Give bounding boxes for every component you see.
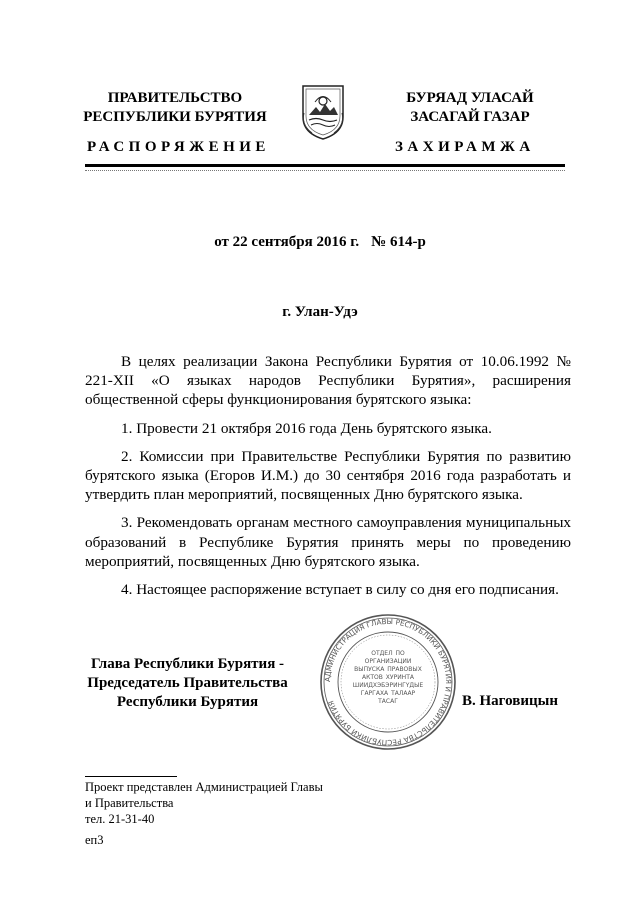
signatory-title-line: Республики Бурятия	[116, 694, 259, 710]
clause-paragraph: 4. Настоящее распоряжение вступает в силу со дня его подписания.	[121, 581, 559, 599]
doc-type-title-buryat: ЗАХИРАМЖА	[395, 139, 535, 155]
doc-type-title: РАСПОРЯЖЕНИЕ	[87, 139, 270, 155]
header-left-line1: ПРАВИТЕЛЬСТВО	[107, 90, 243, 106]
header-dotted-rule	[85, 170, 565, 171]
preamble-paragraph: В целях реализации Закона Республики Бурятия от 10.06.1992 № 221-XII «О языках народов Республики Бурятия», расширения общественной сферы функционирования бурятского языка:	[85, 353, 571, 409]
header-left	[70, 89, 280, 127]
footnote	[85, 779, 323, 827]
signatory-title	[80, 655, 295, 712]
signatory-name: В. Наговицын	[462, 693, 558, 709]
official-seal	[318, 612, 458, 752]
header-right	[380, 89, 560, 127]
footnote-line: и Правительства	[85, 796, 174, 810]
header-right-line2: ЗАСАГАЙ ГАЗАР	[410, 109, 530, 125]
signatory-title-line: Председатель Правительства	[87, 675, 288, 691]
header-right-line1: БУРЯАД УЛАСАЙ	[406, 90, 534, 106]
footnote-phone: тел. 21-31-40	[85, 812, 155, 826]
clause-paragraph: 1. Провести 21 октября 2016 года День бурятского языка.	[121, 419, 492, 437]
signatory-title-line: Глава Республики Бурятия -	[90, 656, 285, 672]
seal-ring-text: АДМИНИСТРАЦИЯ ГЛАВЫ РЕСПУБЛИКИ БУРЯТИЯ И ПРАВИТЕЛЬСТВА РЕСПУБЛИКИ БУРЯТИЯ	[322, 616, 454, 748]
footnote-rule	[85, 776, 177, 777]
clause-paragraph: 2. Комиссии при Правительстве Республики Бурятия по развитию бурятского языка (Егоров И.М.) до 30 сентября 2016 года разработать и утвердить план мероприятий, посвященных Дню бурятского языка.	[85, 447, 571, 504]
city: г. Улан-Удэ	[282, 304, 358, 320]
seal-center-text: ОТДЕЛ ПО ОРГАНИЗАЦИИ ВЫПУСКА ПРАВОВЫХ АКТОВ ХУРИНТА ШИИДХЭБЭРИНГҮДЫЕ ГАРГАХА ТАЛААР ТАСАГ	[352, 650, 424, 705]
document-code: еп3	[85, 833, 104, 847]
clause-paragraph: 3. Рекомендовать органам местного самоуправления муниципальных образований в Республике Бурятия принять меры по проведению мероприятий, посвященных Дню бурятского языка.	[85, 514, 571, 570]
doc-number: № 614-р	[371, 234, 426, 250]
coat-of-arms-icon	[300, 83, 346, 141]
footnote-line: Проект представлен Администрацией Главы	[85, 780, 323, 794]
document-body	[85, 352, 571, 608]
doc-date: от 22 сентября 2016 г.	[214, 234, 360, 250]
date-line	[0, 234, 640, 251]
header-rule	[85, 164, 565, 167]
header-left-line2: РЕСПУБЛИКИ БУРЯТИЯ	[83, 109, 267, 125]
